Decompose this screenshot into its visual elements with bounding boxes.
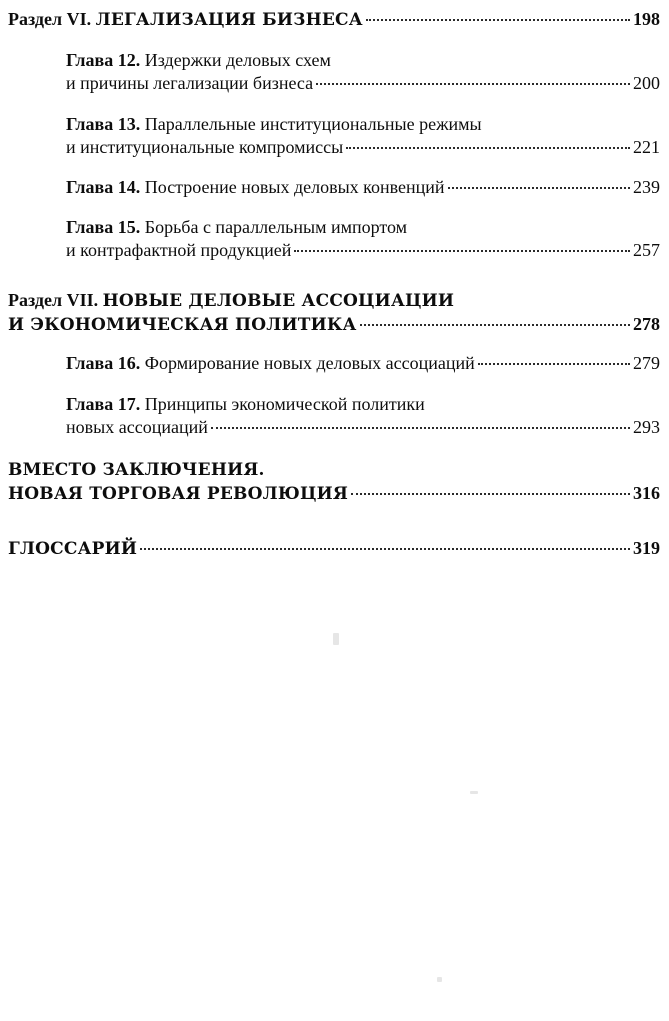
entry-line-1 [66, 216, 660, 239]
chapter-label: Глава 12. [66, 50, 141, 70]
section-title-line1: НОВЫЕ ДЕЛОВЫЕ АССОЦИАЦИИ [102, 291, 455, 311]
glossary-title: ГЛОССАРИЙ [8, 539, 138, 559]
scan-speck [333, 633, 339, 645]
page-number: 239 [633, 177, 660, 197]
chapter-title: Формирование новых деловых ассоциаций [144, 353, 475, 373]
chapter-label: Глава 14. [66, 177, 141, 197]
scan-speck [470, 791, 478, 794]
entry-line-2 [66, 239, 660, 262]
entry-line-1 [66, 393, 660, 416]
entry-title [66, 352, 475, 375]
entry-line-2 [66, 416, 660, 439]
chapter-title: Построение новых деловых конвенций [144, 177, 445, 197]
entry-line-2 [8, 313, 660, 337]
entry-line [66, 176, 660, 199]
page-number: 293 [633, 417, 660, 437]
section-prefix: Раздел VII. [8, 290, 103, 310]
section-prefix: Раздел VI. [8, 9, 96, 29]
chapter-title-line2: новых ассоциаций [66, 417, 208, 437]
page-number: 278 [633, 314, 660, 334]
entry-line [66, 352, 660, 375]
entry-line-1 [8, 289, 660, 313]
conclusion-line-1: ВМЕСТО ЗАКЛЮЧЕНИЯ. [8, 460, 265, 480]
page-number: 319 [633, 538, 660, 558]
toc-entry-conclusion[interactable] [8, 459, 660, 506]
dot-leader [140, 548, 630, 550]
entry-line-2 [8, 482, 660, 506]
chapter-title-line1: Издержки деловых схем [144, 50, 331, 70]
dot-leader [211, 427, 630, 429]
toc-entry-chapter-13[interactable] [66, 113, 660, 159]
entry-line [8, 537, 660, 561]
chapter-title-line2: и причины легализации бизнеса [66, 73, 314, 93]
toc-entry-chapter-17[interactable] [66, 393, 660, 439]
scan-speck [437, 977, 442, 982]
chapter-label: Глава 17. [66, 394, 141, 414]
page-number: 279 [633, 353, 660, 373]
chapter-title-line1: Параллельные институциональные режимы [144, 114, 482, 134]
page-number: 316 [633, 483, 660, 503]
entry-title [66, 176, 445, 199]
toc-entry-glossary[interactable] [8, 537, 660, 561]
entry-line-2 [66, 136, 660, 159]
page-number: 257 [633, 240, 660, 260]
toc-entry-chapter-15[interactable] [66, 216, 660, 262]
chapter-label: Глава 15. [66, 217, 141, 237]
section-title: ЛЕГАЛИЗАЦИЯ БИЗНЕСА [95, 10, 363, 30]
dot-leader [478, 363, 630, 365]
section-title-line2: И ЭКОНОМИЧЕСКАЯ ПОЛИТИКА [8, 315, 357, 335]
conclusion-line-2: НОВАЯ ТОРГОВАЯ РЕВОЛЮЦИЯ [8, 484, 349, 504]
entry-title [8, 8, 363, 32]
dot-leader [351, 493, 630, 495]
entry-line-1 [66, 113, 660, 136]
entry-line-2 [66, 72, 660, 95]
dot-leader [316, 83, 630, 85]
dot-leader [448, 187, 630, 189]
dot-leader [346, 147, 630, 149]
toc-entry-section-6[interactable] [8, 8, 660, 32]
chapter-title-line2: и контрафактной продукцией [66, 240, 292, 260]
toc-entry-section-7[interactable] [8, 289, 660, 337]
toc-entry-chapter-12[interactable] [66, 49, 660, 95]
entry-line-1 [66, 49, 660, 72]
chapter-title-line1: Принципы экономической политики [144, 394, 425, 414]
entry-line [8, 8, 660, 32]
toc-entry-chapter-14[interactable] [66, 176, 660, 199]
dot-leader [360, 324, 630, 326]
page-number: 221 [633, 137, 660, 157]
page-number: 198 [633, 9, 660, 29]
dot-leader [366, 19, 630, 21]
chapter-label: Глава 16. [66, 353, 141, 373]
toc-entry-chapter-16[interactable] [66, 352, 660, 375]
chapter-label: Глава 13. [66, 114, 141, 134]
chapter-title-line1: Борьба с параллельным импортом [144, 217, 408, 237]
page-number: 200 [633, 73, 660, 93]
chapter-title-line2: и институциональные компромиссы [66, 137, 344, 157]
dot-leader [294, 250, 630, 252]
